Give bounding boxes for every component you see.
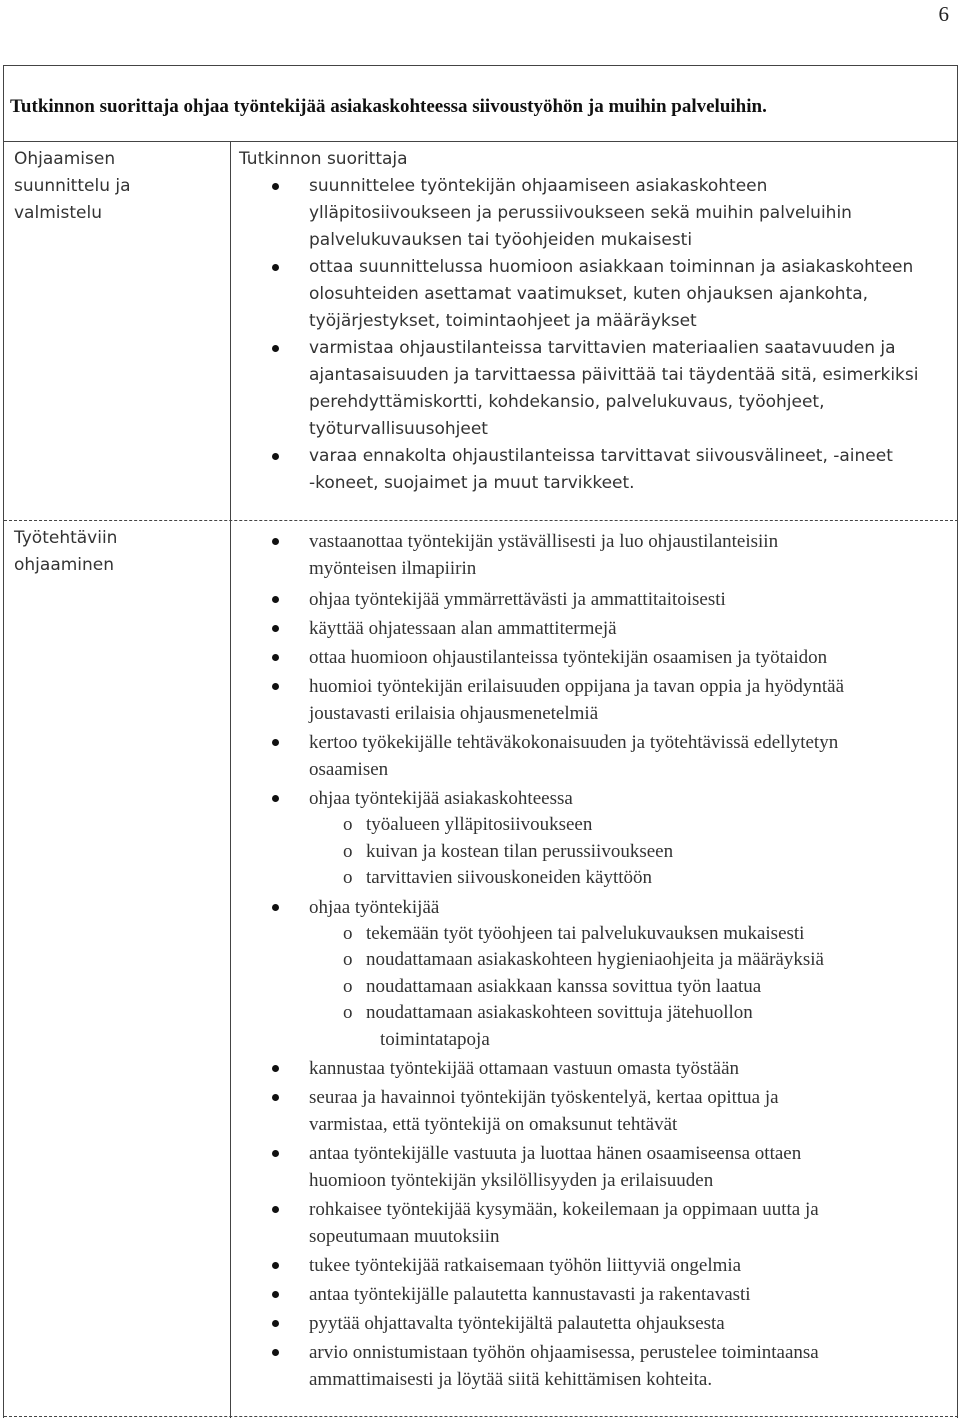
section-intro: Tutkinnon suorittaja [239, 149, 408, 169]
item-line: sopeutumaan muutoksiin [309, 1226, 500, 1247]
sub-item-line: o noudattamaan asiakkaan kanssa sovittua työn laatua [366, 975, 762, 997]
criteria-list [239, 528, 939, 1393]
section-label-guidance [14, 525, 224, 579]
item-line: myönteisen ilmapiirin [309, 558, 477, 579]
item-line: antaa työntekijälle vastuuta ja luottaa hänen osaamiseensa ottaen [309, 1143, 802, 1164]
list-item [239, 1339, 939, 1393]
item-line: huomioon työntekijän yksilöllisyyden ja erilaisuuden [309, 1170, 714, 1191]
item-line: perehdyttämiskortti, kohdekansio, palvelukuvaus, työohjeet, [309, 392, 825, 412]
list-item [239, 528, 939, 582]
sub-list-item [309, 1000, 939, 1053]
item-line: kertoo työkekijälle tehtäväkokonaisuuden ja työtehtävissä edellytetyn [309, 732, 839, 753]
page-number: 6 [938, 2, 949, 26]
list-item [239, 673, 939, 727]
sub-list-item [309, 947, 939, 974]
sub-list-item [309, 865, 939, 892]
item-line: osaamisen [309, 759, 389, 780]
sub-list [309, 812, 939, 892]
list-item [239, 1140, 939, 1194]
section-content-planning [239, 146, 939, 497]
section-label-planning [14, 146, 224, 227]
sub-item-line: o noudattamaan asiakaskohteen sovittuja jätehuollon [366, 1002, 753, 1023]
list-item [239, 729, 939, 783]
item-line: käyttää ohjatessaan alan ammattitermejä [309, 618, 617, 639]
item-line: palvelukuvauksen tai työohjeiden mukaisesti [309, 230, 693, 250]
list-item [239, 1310, 939, 1337]
list-item [239, 1196, 939, 1250]
item-line: ottaa suunnittelussa huomioon asiakkaan toiminnan ja asiakaskohteen [309, 257, 914, 277]
item-line: ohjaa työntekijää asiakaskohteessa [309, 788, 573, 809]
item-line: ohjaa työntekijää [309, 896, 440, 918]
document-title: Tutkinnon suorittaja ohjaa työntekijää asiakaskohteessa siivoustyöhön ja muihin palveluihin. [10, 96, 767, 117]
sub-list-item [309, 974, 939, 1001]
item-line: varmistaa ohjaustilanteissa tarvittavien materiaalien saatavuuden ja [309, 338, 896, 358]
list-item [239, 644, 939, 671]
sub-item-line: o noudattamaan asiakaskohteen hygieniaohjeita ja määräyksiä [366, 949, 824, 970]
item-line: pyytää ohjattavalta työntekijältä palautetta ohjauksesta [309, 1313, 725, 1334]
sub-item-line: toimintatapoja [380, 1028, 490, 1050]
list-item [239, 1281, 939, 1308]
item-line: vastaanottaa työntekijän ystävällisesti ja luo ohjaustilanteisiin [309, 531, 779, 552]
item-line: varmistaa, että työntekijä on omaksunut tehtävät [309, 1114, 678, 1135]
sub-item-line: o kuivan ja kostean tilan perussiivoukseen [366, 840, 674, 862]
sub-item-line: o tarvittavien siivouskoneiden käyttöön [366, 867, 653, 888]
list-item [239, 1055, 939, 1082]
item-line: varaa ennakolta ohjaustilanteissa tarvittavat siivousvälineet, -aineet [309, 446, 893, 466]
section-divider [4, 520, 958, 521]
item-line: kannustaa työntekijää ottamaan vastuun omasta työstään [309, 1058, 740, 1079]
label-line: suunnittelu ja [14, 176, 131, 196]
list-item [239, 1084, 939, 1138]
column-divider [230, 142, 231, 1418]
item-line: huomioi työntekijän erilaisuuden oppijana ja tavan oppia ja hyödyntää [309, 676, 845, 697]
bottom-divider [4, 1416, 958, 1417]
sub-list-item [309, 839, 939, 866]
sub-item-line: o työalueen ylläpitosiivoukseen [366, 814, 593, 835]
item-line: työjärjestykset, toimintaohjeet ja määräykset [309, 311, 697, 331]
sub-list [309, 921, 939, 1054]
item-line: tukee työntekijää ratkaisemaan työhön liittyviä ongelmia [309, 1255, 742, 1276]
item-line: olosuhteiden asettamat vaatimukset, kuten ohjauksen ajankohta, [309, 284, 869, 304]
sub-list-item [309, 921, 939, 948]
list-item [239, 173, 939, 254]
section-content-guidance [239, 528, 939, 1393]
table-divider [4, 141, 958, 142]
item-line: joustavasti erilaisia ohjausmenetelmiä [309, 703, 599, 724]
item-line: ottaa huomioon ohjaustilanteissa työntekijän osaamisen ja työtaidon [309, 647, 828, 668]
item-line: työturvallisuusohjeet [309, 419, 488, 439]
item-line: seuraa ja havainnoi työntekijän työskentelyä, kertaa opittua ja [309, 1087, 779, 1108]
list-item [239, 615, 939, 642]
list-item [239, 586, 939, 613]
list-item [239, 1252, 939, 1279]
criteria-list [239, 173, 939, 497]
sub-item-line: o tekemään työt työohjeen tai palvelukuvauksen mukaisesti [366, 922, 805, 944]
item-line: ylläpitosiivoukseen ja perussiivoukseen sekä muihin palveluihin [309, 203, 852, 223]
item-line: antaa työntekijälle palautetta kannustavasti ja rakentavasti [309, 1284, 751, 1305]
list-item [239, 254, 939, 335]
item-line: ohjaa työntekijää ymmärrettävästi ja ammattitaitoisesti [309, 589, 726, 610]
label-line: Ohjaamisen [14, 149, 116, 169]
item-line: arvio onnistumistaan työhön ohjaamisessa, perustelee toimintaansa [309, 1342, 819, 1363]
list-item [239, 894, 939, 1054]
list-item [239, 785, 939, 892]
item-line: suunnittelee työntekijän ohjaamiseen asiakaskohteen [309, 176, 768, 196]
sub-list-item [309, 812, 939, 839]
label-line: Työtehtäviin [14, 528, 118, 548]
item-line: ammattimaisesti ja löytää siitä kehittämisen kohteita. [309, 1369, 713, 1390]
item-line: ajantasaisuuden ja tarvittaessa päivittää tai täydentää sitä, esimerkiksi [309, 365, 919, 385]
label-line: valmistelu [14, 203, 102, 223]
label-line: ohjaaminen [14, 555, 115, 575]
item-line: rohkaisee työntekijää kysymään, kokeilemaan ja oppimaan uutta ja [309, 1199, 819, 1220]
list-item [239, 443, 939, 497]
item-line: -koneet, suojaimet ja muut tarvikkeet. [309, 473, 635, 493]
list-item [239, 335, 939, 443]
